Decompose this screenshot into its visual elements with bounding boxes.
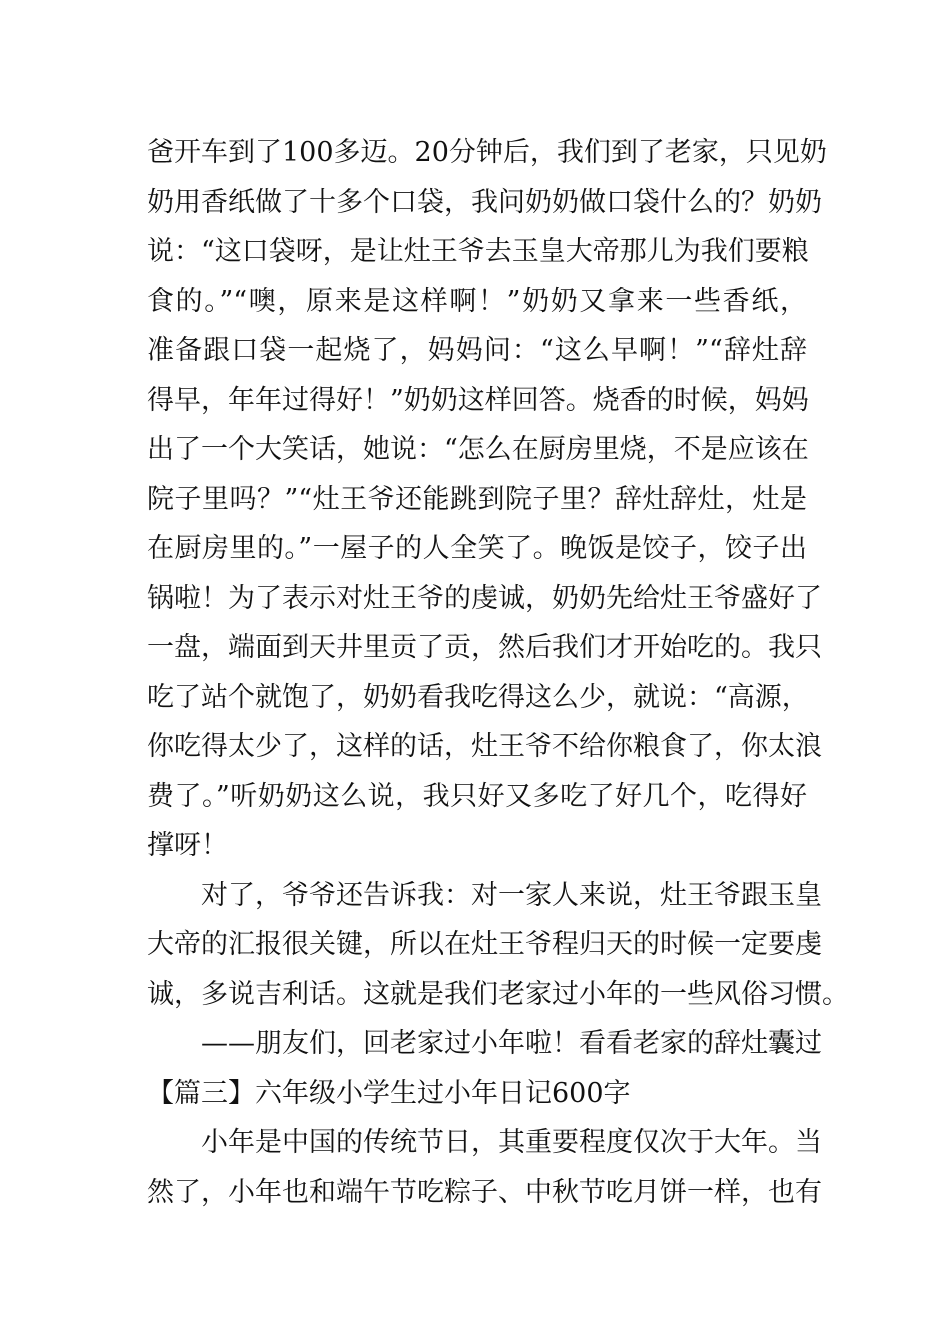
text-line: 说：“这口袋呀，是让灶王爷去玉皇大帝那儿为我们要粮	[147, 236, 809, 267]
section-heading: 【篇三】六年级小学生过小年日记600字	[147, 1077, 631, 1109]
text-line: ——朋友们，回老家过小年啦！看看老家的辞灶囊过	[201, 1028, 822, 1059]
text-line: 出了一个大笑话，她说：“怎么在厨房里烧，不是应该在	[147, 434, 809, 465]
text-line: 诚，多说吉利话。这就是我们老家过小年的一些风俗习惯。	[147, 978, 849, 1010]
text-line: 奶用香纸做了十多个口袋，我问奶奶做口袋什么的？奶奶	[147, 186, 822, 218]
text-line: 然了，小年也和端午节吃粽子、中秋节吃月饼一样，也有	[147, 1176, 822, 1208]
text-line: 撑呀！	[147, 830, 228, 861]
text-line: 锅啦！为了表示对灶王爷的虔诚，奶奶先给灶王爷盛好了	[147, 582, 822, 614]
text-line: 一盘，端面到天井里贡了贡，然后我们才开始吃的。我只	[147, 632, 822, 663]
text-line: 小年是中国的传统节日，其重要程度仅次于大年。当	[201, 1127, 822, 1158]
text-line: 大帝的汇报很关键，所以在灶王爷程归天的时候一定要虔	[147, 929, 822, 960]
text-line: 费了。”听奶奶这么说，我只好又多吃了好几个，吃得好	[147, 780, 807, 812]
text-line: 准备跟口袋一起烧了，妈妈问：“这么早啊！”“辞灶辞	[147, 335, 807, 366]
text-line: 对了，爷爷还告诉我：对一家人来说，灶王爷跟玉皇	[201, 879, 822, 911]
text-line: 在厨房里的。”一屋子的人全笑了。晚饭是饺子，饺子出	[147, 533, 807, 564]
text-line: 得早，年年过得好！”奶奶这样回答。烧香的时候，妈妈	[147, 384, 809, 416]
text-line: 院子里吗？”“灶王爷还能跳到院子里？辞灶辞灶，灶是	[147, 483, 807, 515]
body-text	[147, 128, 849, 1217]
text-line: 食的。”“噢，原来是这样啊！”奶奶又拿来一些香纸，	[147, 285, 807, 317]
text-line: 吃了站个就饱了，奶奶看我吃得这么少，就说：“高源，	[147, 681, 809, 713]
text-line: 你吃得太少了，这样的话，灶王爷不给你粮食了，你太浪	[147, 731, 822, 762]
text-line: 爸开车到了100多迈。20分钟后，我们到了老家，只见奶	[147, 137, 827, 168]
